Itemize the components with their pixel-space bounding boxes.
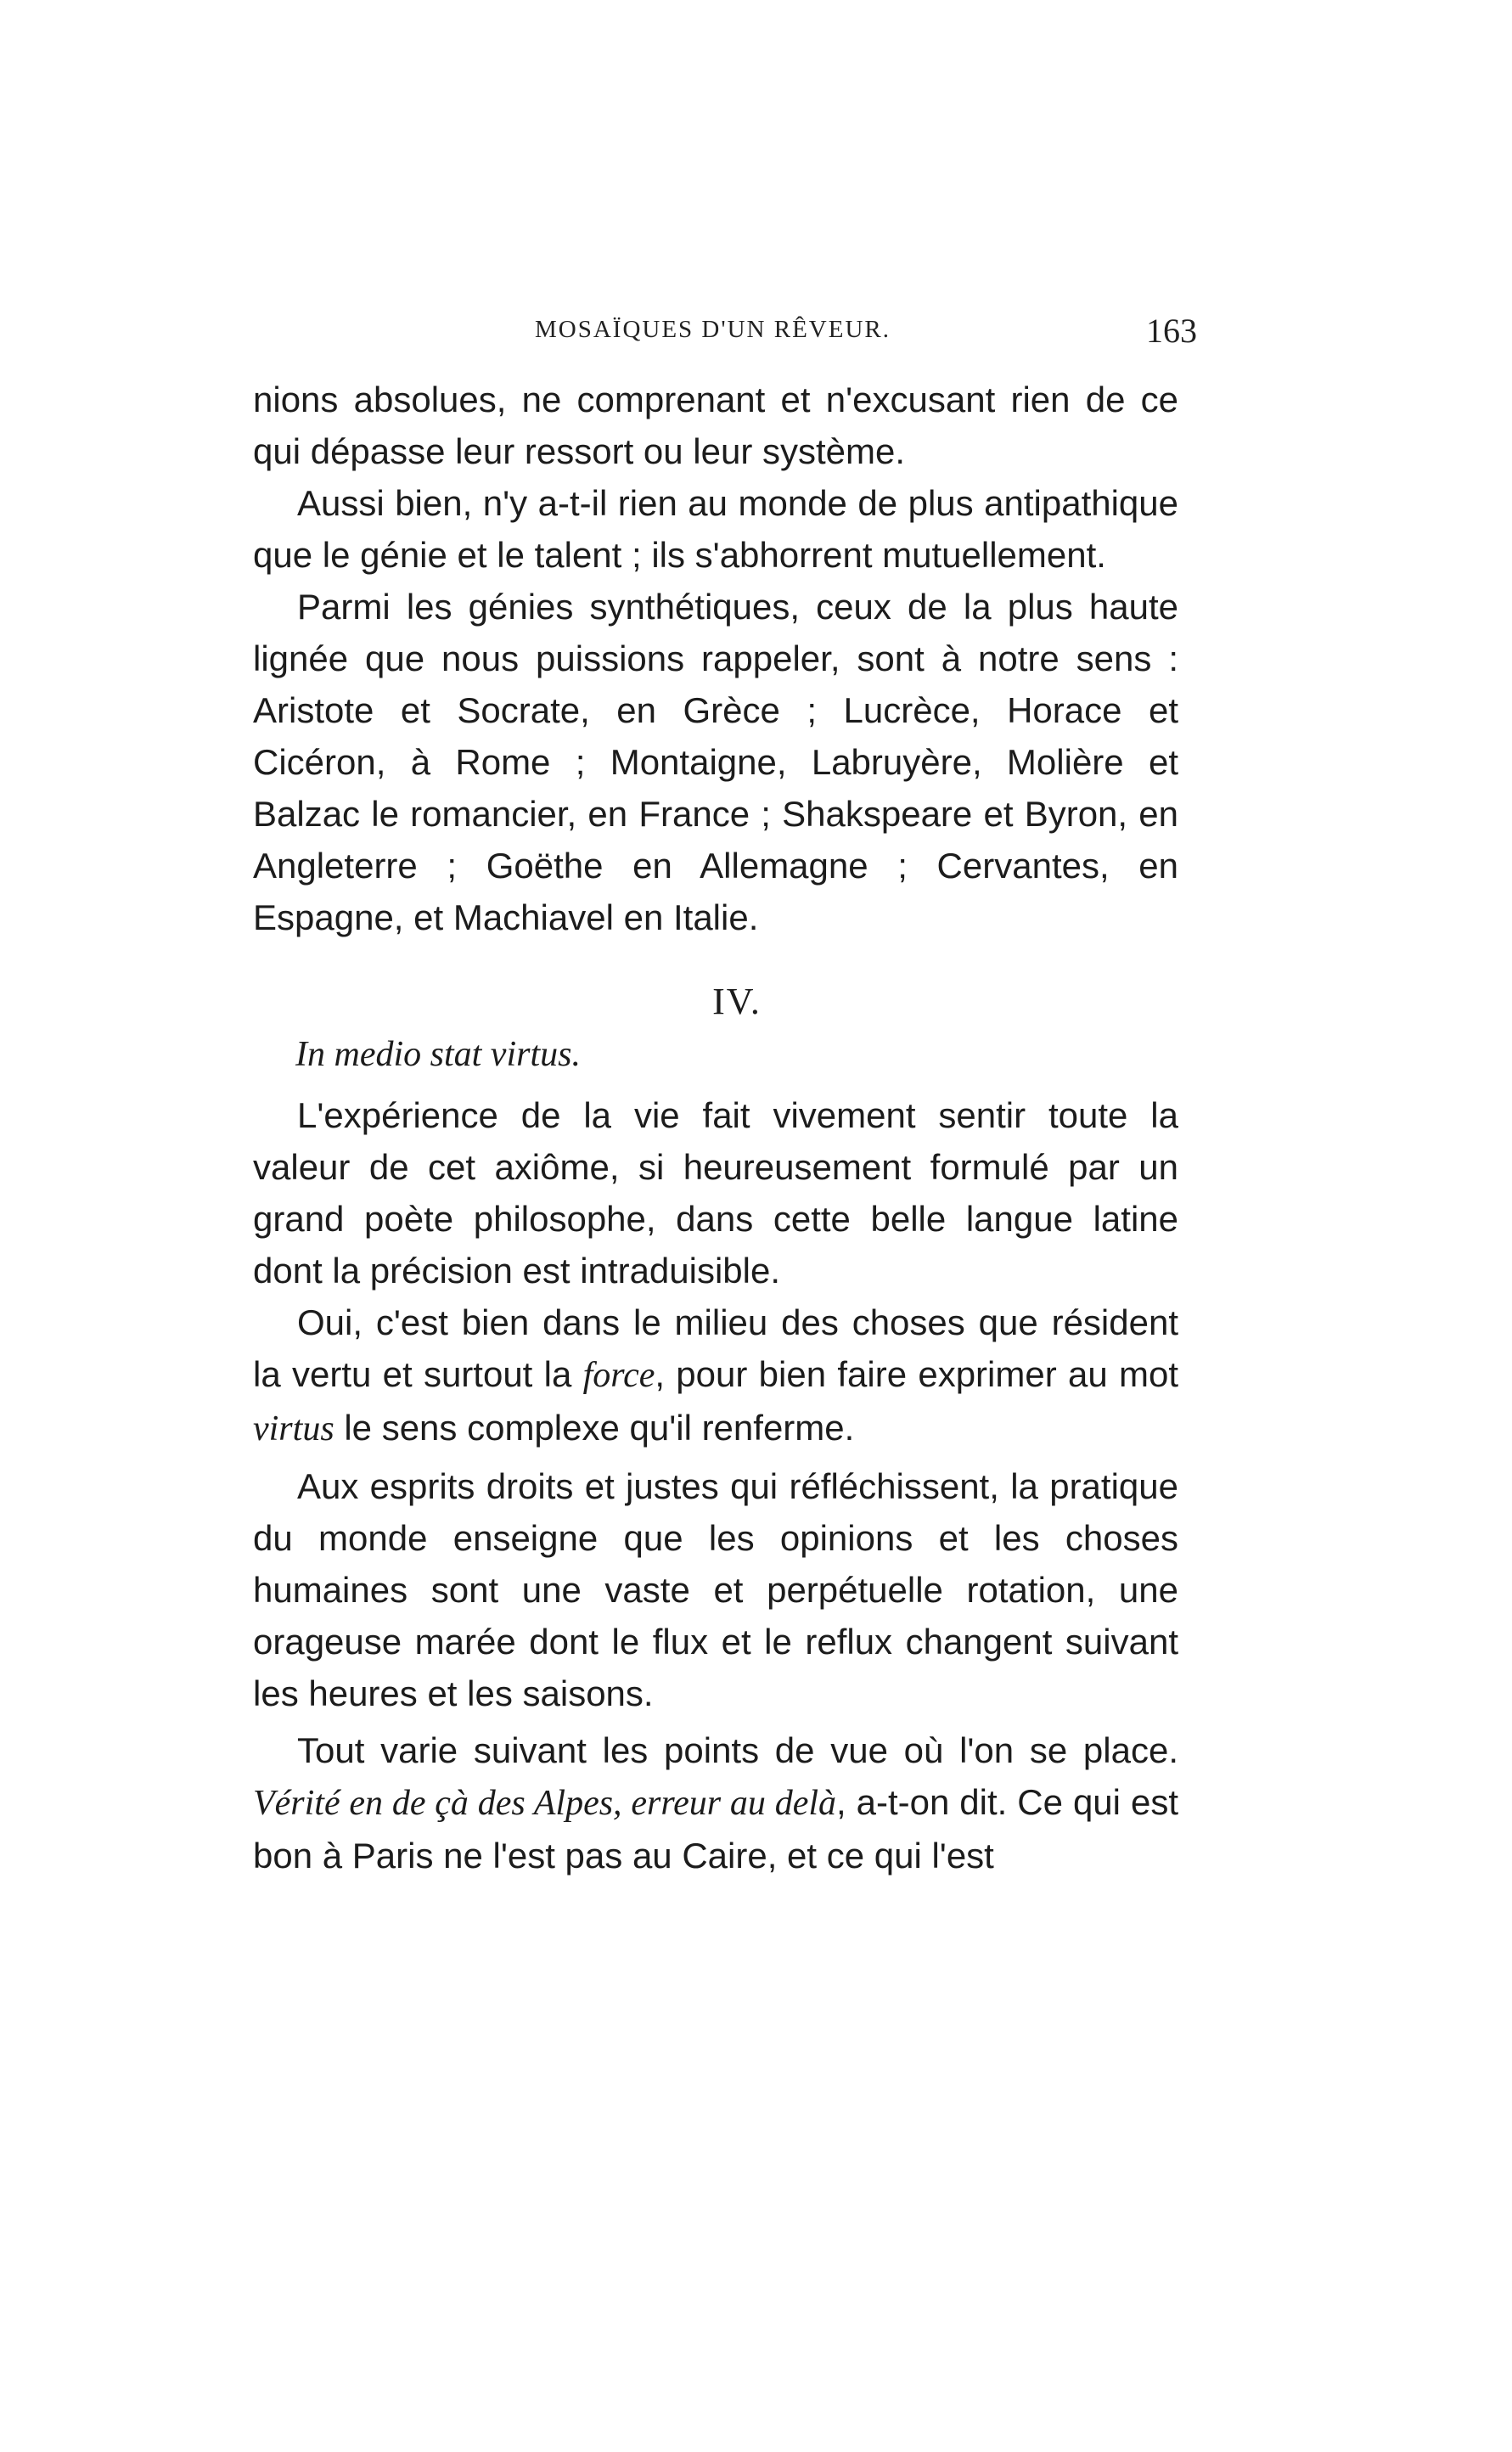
italic-force: force (582, 1356, 655, 1395)
paragraph-synthetic-geniuses: Parmi les génies synthétiques, ceux de la plus haute lignée que nous puissions rappeler, sont à notre sens : Aristote et Socrate, en Grèce ; Lucrèce, Horace et Cicéron, à Rome ; Montaigne, Labruyère, Molière et Balzac le romancier, en France ; Shakspeare et Byron, en Angleterre ; Goëthe en Allemagne ; Cervantes, en Espagne, et Machiavel en Italie. (253, 587, 1178, 937)
section-heading: IV. (712, 981, 762, 1022)
paragraph-virtue (253, 1296, 1178, 1455)
paragraph-continuation: nions absolues, ne comprenant et n'excusant rien de ce qui dépasse leur ressort ou leur système. (253, 380, 1178, 471)
page-number: 163 (1146, 312, 1197, 350)
running-head (255, 312, 1197, 358)
paragraph-antipathy: Aussi bien, n'y a-t-il rien au monde de plus antipathique que le génie et le talent ; ils s'abhorrent mutuellement. (253, 483, 1178, 575)
italic-virtus: virtus (253, 1409, 334, 1448)
running-title: MOSAÏQUES D'UN RÊVEUR. (535, 316, 891, 343)
paragraph-viewpoint-text-2: , a-t-on dit. Ce qui est bon à Paris ne l'est pas au Caire, et ce qui l'est (253, 1782, 1178, 1876)
paragraph-experience: L'expérience de la vie fait vivement sentir toute la valeur de cet axiôme, si heureusement formulé par un grand poète philosophe, dans cette belle langue latine dont la précision est intraduisible. (253, 1095, 1178, 1291)
epigraph: In medio stat virtus. (295, 1035, 581, 1074)
paragraph-viewpoint (253, 1724, 1178, 1881)
paragraph-rotation: Aux esprits droits et justes qui réfléchissent, la pratique du monde enseigne que les opinions et les choses humaines sont une vaste et perpétuelle rotation, une orageuse marée dont le flux et le reflux changent suivant les heures et les saisons. (253, 1466, 1178, 1713)
paragraph-virtue-text-2: , pour bien faire exprimer au mot (655, 1354, 1178, 1394)
italic-quote-alpes: Vérité en de çà des Alpes, erreur au delà (253, 1784, 836, 1823)
body-text (253, 374, 1178, 1881)
paragraph-virtue-text-3: le sens complexe qu'il renferme. (334, 1408, 855, 1448)
paragraph-virtue-text-1: Oui, c'est bien dans le milieu des choses que résident la vertu et surtout la (253, 1302, 1178, 1394)
paragraph-viewpoint-text-1: Tout varie suivant les points de vue où l'on se place. (297, 1730, 1178, 1770)
